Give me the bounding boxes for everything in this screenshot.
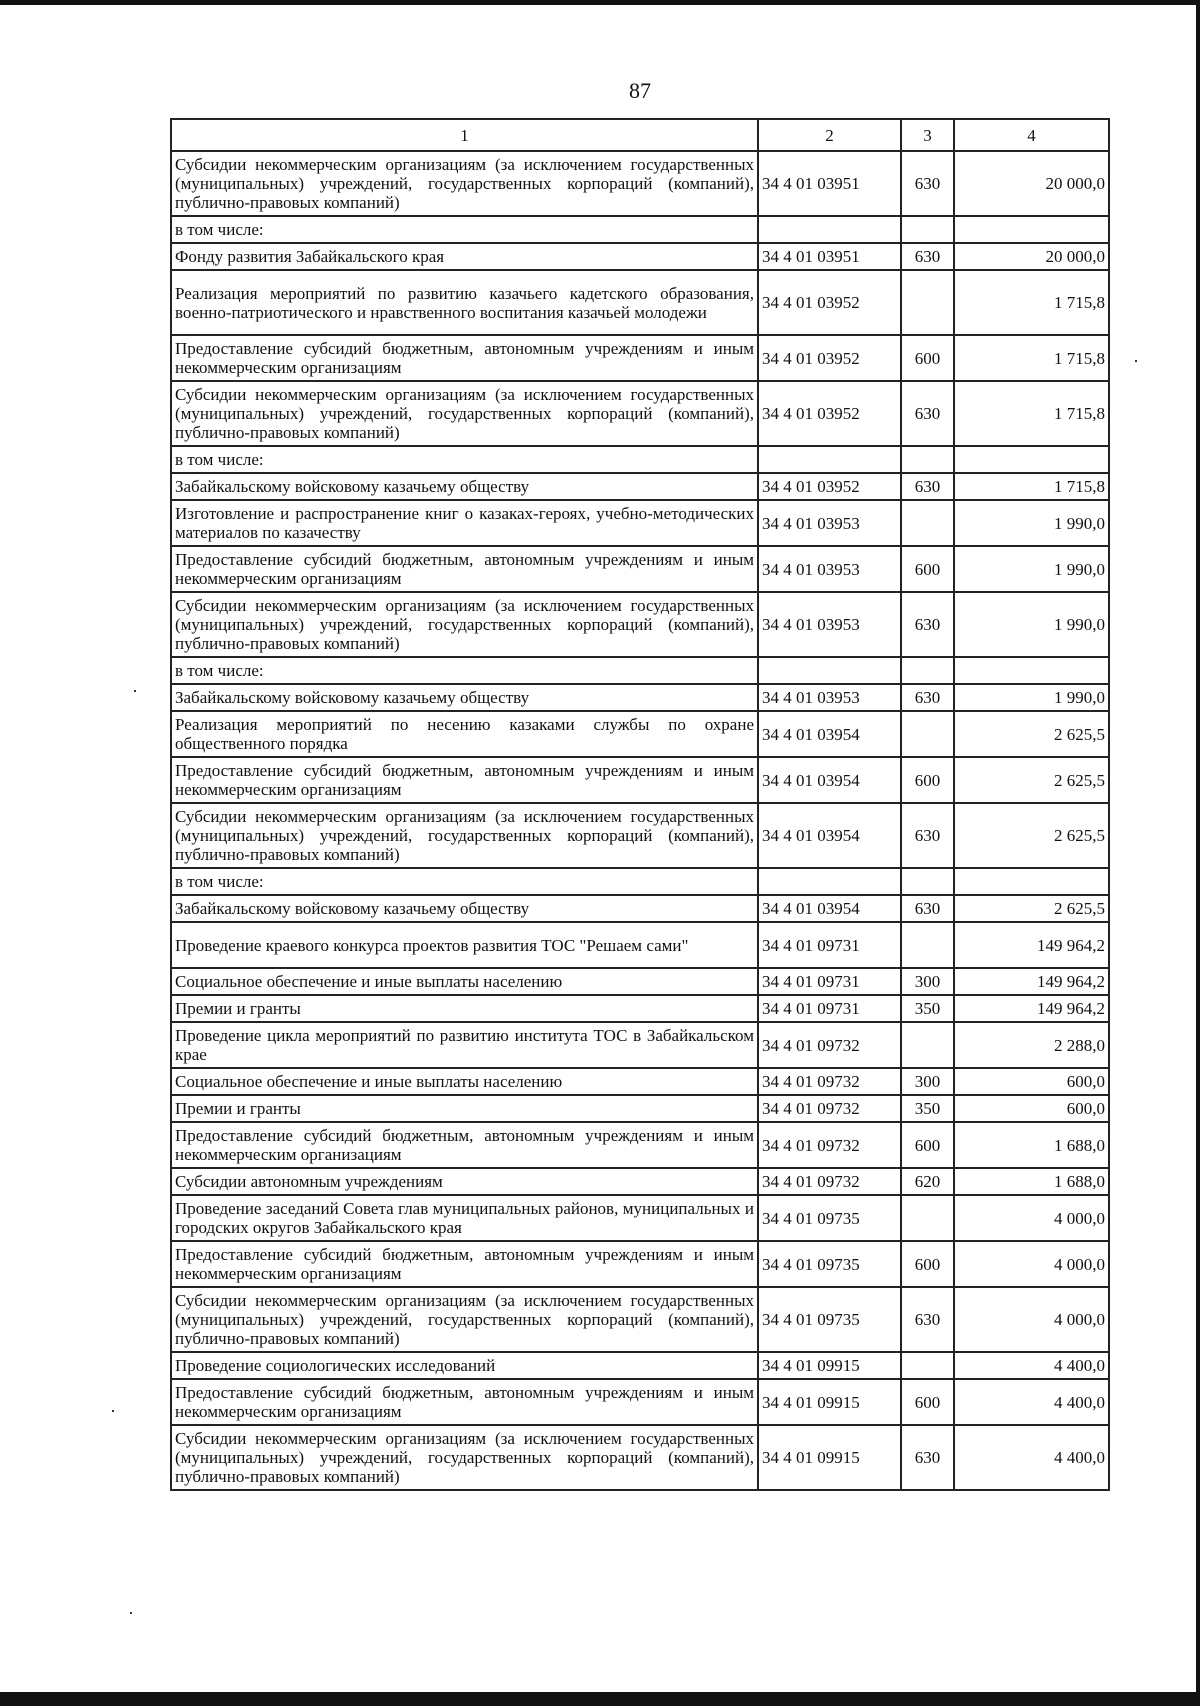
row-name-cell: Социальное обеспечение и иные выплаты населению bbox=[171, 968, 758, 995]
row-amount-cell: 4 400,0 bbox=[954, 1352, 1109, 1379]
row-name-cell: Премии и гранты bbox=[171, 995, 758, 1022]
row-code-cell: 34 4 01 09732 bbox=[758, 1095, 901, 1122]
row-name-cell: Социальное обеспечение и иные выплаты населению bbox=[171, 1068, 758, 1095]
row-amount-cell: 1 715,8 bbox=[954, 335, 1109, 381]
row-expense-type-cell: 600 bbox=[901, 546, 954, 592]
row-code-cell: 34 4 01 03951 bbox=[758, 243, 901, 270]
table-row bbox=[171, 1241, 1109, 1287]
scan-speck bbox=[130, 1612, 132, 1614]
scan-border-right bbox=[1196, 0, 1200, 1706]
row-name-cell: Субсидии автономным учреждениям bbox=[171, 1168, 758, 1195]
row-name-cell: в том числе: bbox=[171, 657, 758, 684]
row-expense-type-cell bbox=[901, 1022, 954, 1068]
row-name-cell: Проведение заседаний Совета глав муниципальных районов, муниципальных и городских округов Забайкальского края bbox=[171, 1195, 758, 1241]
table-row bbox=[171, 757, 1109, 803]
row-name-cell: Субсидии некоммерческим организациям (за исключением государственных (муниципальных) учреждений, государственных корпораций (компаний), публично-правовых компаний) bbox=[171, 592, 758, 657]
row-code-cell: 34 4 01 03951 bbox=[758, 151, 901, 216]
row-name-cell: Проведение цикла мероприятий по развитию института ТОС в Забайкальском крае bbox=[171, 1022, 758, 1068]
table-row bbox=[171, 1425, 1109, 1490]
row-amount-cell: 1 715,8 bbox=[954, 270, 1109, 335]
budget-table bbox=[170, 118, 1110, 1491]
row-amount-cell: 4 400,0 bbox=[954, 1425, 1109, 1490]
row-expense-type-cell: 630 bbox=[901, 243, 954, 270]
row-expense-type-cell bbox=[901, 868, 954, 895]
table-row bbox=[171, 1352, 1109, 1379]
row-name-cell: Забайкальскому войсковому казачьему обществу bbox=[171, 473, 758, 500]
row-name-cell: Фонду развития Забайкальского края bbox=[171, 243, 758, 270]
table-row bbox=[171, 243, 1109, 270]
row-name-cell: Забайкальскому войсковому казачьему обществу bbox=[171, 895, 758, 922]
row-name-cell: Субсидии некоммерческим организациям (за исключением государственных (муниципальных) учреждений, государственных корпораций (компаний), публично-правовых компаний) bbox=[171, 151, 758, 216]
column-header: 1 bbox=[171, 119, 758, 151]
row-amount-cell: 149 964,2 bbox=[954, 922, 1109, 968]
row-expense-type-cell bbox=[901, 1195, 954, 1241]
row-expense-type-cell: 630 bbox=[901, 592, 954, 657]
row-expense-type-cell: 630 bbox=[901, 473, 954, 500]
row-amount-cell: 2 625,5 bbox=[954, 757, 1109, 803]
row-name-cell: в том числе: bbox=[171, 446, 758, 473]
column-header: 4 bbox=[954, 119, 1109, 151]
row-amount-cell: 4 000,0 bbox=[954, 1195, 1109, 1241]
row-code-cell: 34 4 01 03953 bbox=[758, 684, 901, 711]
row-code-cell: 34 4 01 03953 bbox=[758, 500, 901, 546]
row-expense-type-cell: 350 bbox=[901, 1095, 954, 1122]
row-code-cell: 34 4 01 09735 bbox=[758, 1241, 901, 1287]
scan-speck bbox=[112, 1410, 114, 1412]
row-code-cell bbox=[758, 657, 901, 684]
row-code-cell: 34 4 01 09735 bbox=[758, 1195, 901, 1241]
row-code-cell: 34 4 01 09735 bbox=[758, 1287, 901, 1352]
row-amount-cell: 1 688,0 bbox=[954, 1168, 1109, 1195]
row-expense-type-cell bbox=[901, 922, 954, 968]
row-expense-type-cell: 600 bbox=[901, 757, 954, 803]
row-expense-type-cell bbox=[901, 1352, 954, 1379]
row-amount-cell: 149 964,2 bbox=[954, 995, 1109, 1022]
row-name-cell: в том числе: bbox=[171, 216, 758, 243]
row-code-cell: 34 4 01 03953 bbox=[758, 592, 901, 657]
table-row bbox=[171, 1095, 1109, 1122]
table-row bbox=[171, 216, 1109, 243]
row-code-cell: 34 4 01 03954 bbox=[758, 895, 901, 922]
table-row bbox=[171, 446, 1109, 473]
row-expense-type-cell: 300 bbox=[901, 1068, 954, 1095]
row-amount-cell: 2 625,5 bbox=[954, 803, 1109, 868]
table-row bbox=[171, 1195, 1109, 1241]
table-row bbox=[171, 1022, 1109, 1068]
row-name-cell: Субсидии некоммерческим организациям (за исключением государственных (муниципальных) учреждений, государственных корпораций (компаний), публично-правовых компаний) bbox=[171, 1425, 758, 1490]
row-expense-type-cell: 630 bbox=[901, 684, 954, 711]
row-code-cell: 34 4 01 09915 bbox=[758, 1425, 901, 1490]
scan-speck bbox=[1135, 360, 1137, 362]
row-code-cell: 34 4 01 09732 bbox=[758, 1168, 901, 1195]
row-amount-cell: 20 000,0 bbox=[954, 151, 1109, 216]
table-row bbox=[171, 1068, 1109, 1095]
row-expense-type-cell: 630 bbox=[901, 1287, 954, 1352]
scan-border-top bbox=[0, 0, 1200, 5]
row-amount-cell: 2 625,5 bbox=[954, 711, 1109, 757]
table-row bbox=[171, 270, 1109, 335]
table-row bbox=[171, 803, 1109, 868]
row-expense-type-cell: 630 bbox=[901, 151, 954, 216]
row-code-cell: 34 4 01 09731 bbox=[758, 922, 901, 968]
row-amount-cell: 1 990,0 bbox=[954, 500, 1109, 546]
row-code-cell: 34 4 01 09732 bbox=[758, 1068, 901, 1095]
table-row bbox=[171, 968, 1109, 995]
page-number: 87 bbox=[629, 78, 651, 103]
row-code-cell: 34 4 01 03954 bbox=[758, 757, 901, 803]
row-expense-type-cell: 300 bbox=[901, 968, 954, 995]
row-code-cell: 34 4 01 09731 bbox=[758, 968, 901, 995]
table-row bbox=[171, 592, 1109, 657]
table-row bbox=[171, 711, 1109, 757]
table-row bbox=[171, 1287, 1109, 1352]
row-amount-cell: 1 990,0 bbox=[954, 684, 1109, 711]
table-row bbox=[171, 868, 1109, 895]
row-expense-type-cell: 630 bbox=[901, 1425, 954, 1490]
row-expense-type-cell: 600 bbox=[901, 1379, 954, 1425]
scan-speck bbox=[134, 690, 136, 692]
table-row bbox=[171, 1379, 1109, 1425]
row-expense-type-cell: 630 bbox=[901, 803, 954, 868]
row-amount-cell: 1 688,0 bbox=[954, 1122, 1109, 1168]
row-name-cell: Предоставление субсидий бюджетным, автономным учреждениям и иным некоммерческим организациям bbox=[171, 546, 758, 592]
row-amount-cell: 1 990,0 bbox=[954, 546, 1109, 592]
table-row bbox=[171, 922, 1109, 968]
table-row bbox=[171, 684, 1109, 711]
row-expense-type-cell: 630 bbox=[901, 381, 954, 446]
row-code-cell: 34 4 01 03954 bbox=[758, 803, 901, 868]
row-amount-cell: 1 715,8 bbox=[954, 473, 1109, 500]
row-code-cell: 34 4 01 03952 bbox=[758, 473, 901, 500]
row-amount-cell bbox=[954, 216, 1109, 243]
table-row bbox=[171, 381, 1109, 446]
row-expense-type-cell: 600 bbox=[901, 1241, 954, 1287]
row-expense-type-cell: 350 bbox=[901, 995, 954, 1022]
row-name-cell: в том числе: bbox=[171, 868, 758, 895]
row-name-cell: Проведение социологических исследований bbox=[171, 1352, 758, 1379]
row-expense-type-cell: 630 bbox=[901, 895, 954, 922]
row-code-cell: 34 4 01 03952 bbox=[758, 270, 901, 335]
table-row bbox=[171, 657, 1109, 684]
row-name-cell: Субсидии некоммерческим организациям (за исключением государственных (муниципальных) учреждений, государственных корпораций (компаний), публично-правовых компаний) bbox=[171, 381, 758, 446]
row-code-cell: 34 4 01 03954 bbox=[758, 711, 901, 757]
row-code-cell: 34 4 01 09915 bbox=[758, 1379, 901, 1425]
row-expense-type-cell bbox=[901, 500, 954, 546]
row-amount-cell: 2 288,0 bbox=[954, 1022, 1109, 1068]
row-name-cell: Предоставление субсидий бюджетным, автономным учреждениям и иным некоммерческим организациям bbox=[171, 757, 758, 803]
row-name-cell: Изготовление и распространение книг о казаках-героях, учебно-методических материалов по казачеству bbox=[171, 500, 758, 546]
row-amount-cell bbox=[954, 868, 1109, 895]
row-expense-type-cell: 600 bbox=[901, 1122, 954, 1168]
row-expense-type-cell bbox=[901, 711, 954, 757]
row-name-cell: Забайкальскому войсковому казачьему обществу bbox=[171, 684, 758, 711]
table-row bbox=[171, 151, 1109, 216]
scan-border-bottom bbox=[0, 1692, 1200, 1706]
row-amount-cell: 600,0 bbox=[954, 1068, 1109, 1095]
table-row bbox=[171, 895, 1109, 922]
column-header: 2 bbox=[758, 119, 901, 151]
table-row bbox=[171, 500, 1109, 546]
row-expense-type-cell: 600 bbox=[901, 335, 954, 381]
row-expense-type-cell bbox=[901, 446, 954, 473]
row-name-cell: Предоставление субсидий бюджетным, автономным учреждениям и иным некоммерческим организациям bbox=[171, 1122, 758, 1168]
row-expense-type-cell bbox=[901, 216, 954, 243]
row-amount-cell: 149 964,2 bbox=[954, 968, 1109, 995]
row-expense-type-cell: 620 bbox=[901, 1168, 954, 1195]
header-row bbox=[171, 119, 1109, 151]
row-name-cell: Предоставление субсидий бюджетным, автономным учреждениям и иным некоммерческим организациям bbox=[171, 1241, 758, 1287]
row-code-cell: 34 4 01 03953 bbox=[758, 546, 901, 592]
row-code-cell bbox=[758, 216, 901, 243]
row-code-cell: 34 4 01 03952 bbox=[758, 335, 901, 381]
table-row bbox=[171, 335, 1109, 381]
row-amount-cell: 1 990,0 bbox=[954, 592, 1109, 657]
table-row bbox=[171, 995, 1109, 1022]
column-header: 3 bbox=[901, 119, 954, 151]
row-name-cell: Предоставление субсидий бюджетным, автономным учреждениям и иным некоммерческим организациям bbox=[171, 335, 758, 381]
row-name-cell: Реализация мероприятий по несению казаками службы по охране общественного порядка bbox=[171, 711, 758, 757]
row-name-cell: Премии и гранты bbox=[171, 1095, 758, 1122]
table-row bbox=[171, 546, 1109, 592]
row-name-cell: Проведение краевого конкурса проектов развития ТОС "Решаем сами" bbox=[171, 922, 758, 968]
row-code-cell: 34 4 01 09915 bbox=[758, 1352, 901, 1379]
row-name-cell: Субсидии некоммерческим организациям (за исключением государственных (муниципальных) учреждений, государственных корпораций (компаний), публично-правовых компаний) bbox=[171, 1287, 758, 1352]
row-amount-cell: 4 400,0 bbox=[954, 1379, 1109, 1425]
row-amount-cell: 2 625,5 bbox=[954, 895, 1109, 922]
row-name-cell: Субсидии некоммерческим организациям (за исключением государственных (муниципальных) учреждений, государственных корпораций (компаний), публично-правовых компаний) bbox=[171, 803, 758, 868]
row-code-cell bbox=[758, 446, 901, 473]
table-body bbox=[171, 151, 1109, 1490]
row-code-cell: 34 4 01 09732 bbox=[758, 1022, 901, 1068]
row-code-cell: 34 4 01 09732 bbox=[758, 1122, 901, 1168]
row-amount-cell: 1 715,8 bbox=[954, 381, 1109, 446]
row-amount-cell bbox=[954, 657, 1109, 684]
row-amount-cell: 600,0 bbox=[954, 1095, 1109, 1122]
row-expense-type-cell bbox=[901, 270, 954, 335]
row-expense-type-cell bbox=[901, 657, 954, 684]
row-amount-cell: 4 000,0 bbox=[954, 1287, 1109, 1352]
row-name-cell: Предоставление субсидий бюджетным, автономным учреждениям и иным некоммерческим организациям bbox=[171, 1379, 758, 1425]
row-amount-cell: 20 000,0 bbox=[954, 243, 1109, 270]
row-code-cell bbox=[758, 868, 901, 895]
table-row bbox=[171, 473, 1109, 500]
row-amount-cell: 4 000,0 bbox=[954, 1241, 1109, 1287]
row-code-cell: 34 4 01 09731 bbox=[758, 995, 901, 1022]
row-name-cell: Реализация мероприятий по развитию казачьего кадетского образования, военно-патриотического и нравственного воспитания казачьей молодежи bbox=[171, 270, 758, 335]
table-row bbox=[171, 1168, 1109, 1195]
row-code-cell: 34 4 01 03952 bbox=[758, 381, 901, 446]
table-row bbox=[171, 1122, 1109, 1168]
row-amount-cell bbox=[954, 446, 1109, 473]
